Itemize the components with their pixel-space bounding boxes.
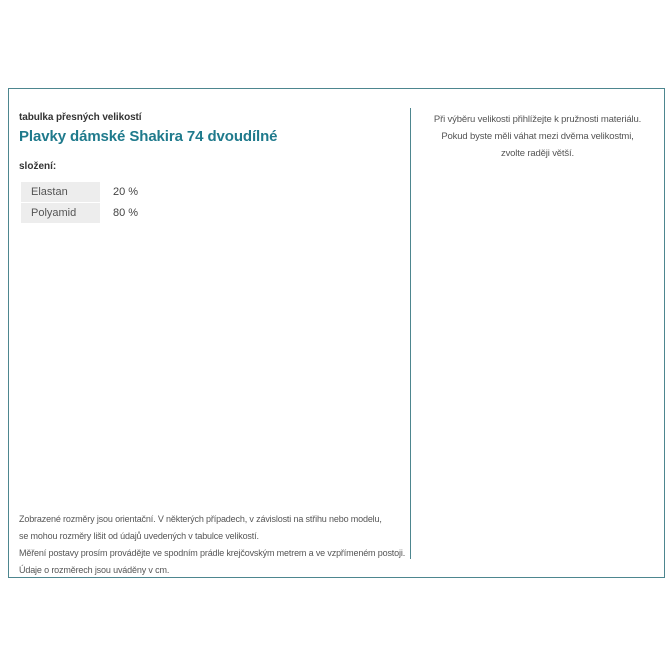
size-table-panel <box>8 88 665 578</box>
material-percent-cell: 20 % <box>113 186 139 198</box>
composition-heading: složení: <box>19 161 57 172</box>
composition-table <box>21 182 401 224</box>
material-percent-cell: 80 % <box>113 207 139 219</box>
size-advice-section <box>411 111 664 162</box>
size-advice-line: zvolte raději větší. <box>500 148 575 159</box>
disclaimer-line: Měření postavy prosím provádějte ve spodním prádle krejčovským metrem a ve vzpřímeném postoji. <box>19 548 406 558</box>
table-row <box>21 182 401 202</box>
size-advice-line: Pokud byste měli váhat mezi dvěma velikostmi, <box>441 131 634 142</box>
size-advice-line: Při výběru velikosti přihlížejte k pružnosti materiálu. <box>433 114 642 125</box>
disclaimer-line: Zobrazené rozměry jsou orientační. V některých případech, v závislosti na střihu nebo modelu, <box>19 514 382 524</box>
material-name-cell: Elastan <box>21 182 100 202</box>
product-title: Plavky dámské Shakira 74 dvoudílné <box>19 128 278 145</box>
disclaimer-line: Údaje o rozměrech jsou uváděny v cm. <box>19 565 170 575</box>
table-row <box>21 203 401 223</box>
measurement-disclaimer <box>19 511 407 579</box>
material-name-cell: Polyamid <box>21 203 100 223</box>
table-caption: tabulka přesných velikostí <box>19 112 142 123</box>
disclaimer-line: se mohou rozměry lišit od údajů uvedených v tabulce velikostí. <box>19 531 259 541</box>
vertical-divider <box>410 108 411 559</box>
